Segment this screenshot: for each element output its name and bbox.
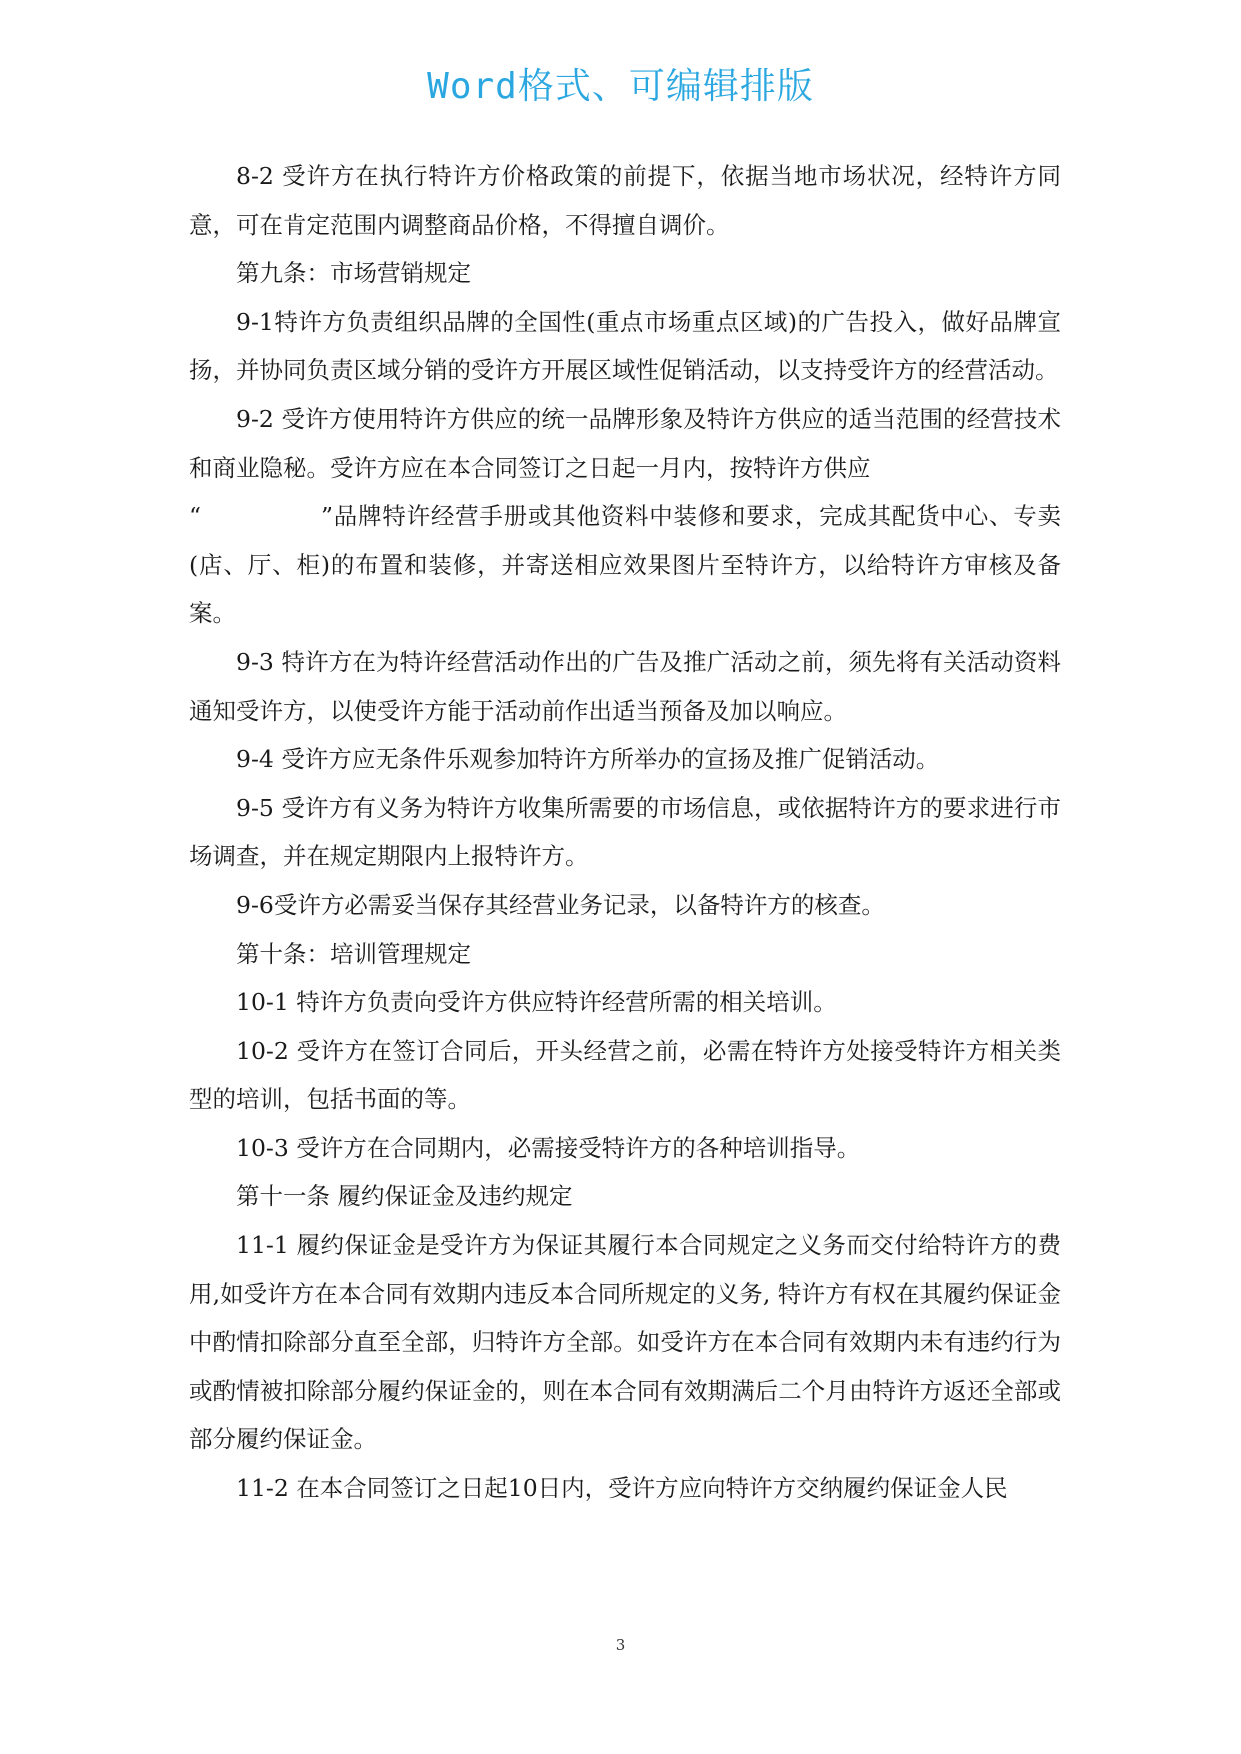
heading-article-10: 第十条：培训管理规定 [236, 939, 471, 968]
paragraph-9-6: 9-6受许方必需妥当保存其经营业务记录，以备特许方的核查。 [236, 890, 885, 919]
heading-article-11: 第十一条 履约保证金及违约规定 [236, 1182, 573, 1211]
heading-article-9: 第九条：市场营销规定 [236, 259, 471, 288]
document-header-title: Word格式、可编辑排版 [427, 66, 814, 107]
paragraph-9-5: 9-5 受许方有义务为特许方收集所需要的市场信息，或依据特许方的要求进行市场调查，并在规定期限内上报特许方。 [189, 793, 1061, 871]
paragraph-10-3: 10-3 受许方在合同期内，必需接受特许方的各种培训指导。 [236, 1133, 861, 1162]
paragraph-9-3: 9-3 特许方在为特许经营活动作出的广告及推广活动之前，须先将有关活动资料通知受许方，以使受许方能于活动前作出适当预备及加以响应。 [189, 647, 1061, 725]
paragraph-9-4: 9-4 受许方应无条件乐观参加特许方所举办的宣扬及推广促销活动。 [236, 745, 940, 774]
document-body [189, 152, 1061, 1513]
paragraph-9-1: 9-1特许方负责组织品牌的全国性(重点市场重点区域)的广告投入，做好品牌宣扬，并协同负责区域分销的受许方开展区域性促销活动，以支持受许方的经营活动。 [189, 307, 1061, 385]
close-quote: ” [321, 502, 334, 531]
paragraph-8-2: 8-2 受许方在执行特许方价格政策的前提下，依据当地市场状况，经特许方同意，可在肯定范围内调整商品价格，不得擅自调价。 [189, 162, 1061, 239]
paragraph-9-2-tail: 品牌特许经营手册或其他资料中装修和要求，完成其配货中心、专卖(店、厅、柜)的布置和装修，并寄送相应效果图片至特许方，以给特许方审核及备案。 [189, 502, 1061, 628]
open-quote: “ [189, 502, 202, 531]
paragraph-9-2 [189, 395, 1061, 638]
paragraph-11-1: 11-1 履约保证金是受许方为保证其履行本合同规定之义务而交付给特许方的费用,如受许方在本合同有效期内违反本合同所规定的义务, 特许方有权在其履约保证金中酌情扣除部分直至全部，归特许方全部。如受许方在本合同有效期内未有违约行为或酌情被扣除部分履约保证金的，则在本合同有效期满后二个月由特许方返还全部或部分履约保证金。 [189, 1231, 1061, 1454]
paragraph-10-1: 10-1 特许方负责向受许方供应特许经营所需的相关培训。 [236, 988, 837, 1017]
paragraph-9-2-lead: 9-2 受许方使用特许方供应的统一品牌形象及特许方供应的适当范围的经营技术和商业隐秘。受许方应在本合同签订之日起一月内，按特许方供应 [189, 404, 1061, 482]
paragraph-11-2: 11-2 在本合同签订之日起10日内，受许方应向特许方交纳履约保证金人民 [236, 1474, 1008, 1503]
paragraph-10-2: 10-2 受许方在签订合同后，开头经营之前，必需在特许方处接受特许方相关类型的培训，包括书面的等。 [189, 1036, 1061, 1114]
page-number: 3 [615, 1636, 626, 1654]
